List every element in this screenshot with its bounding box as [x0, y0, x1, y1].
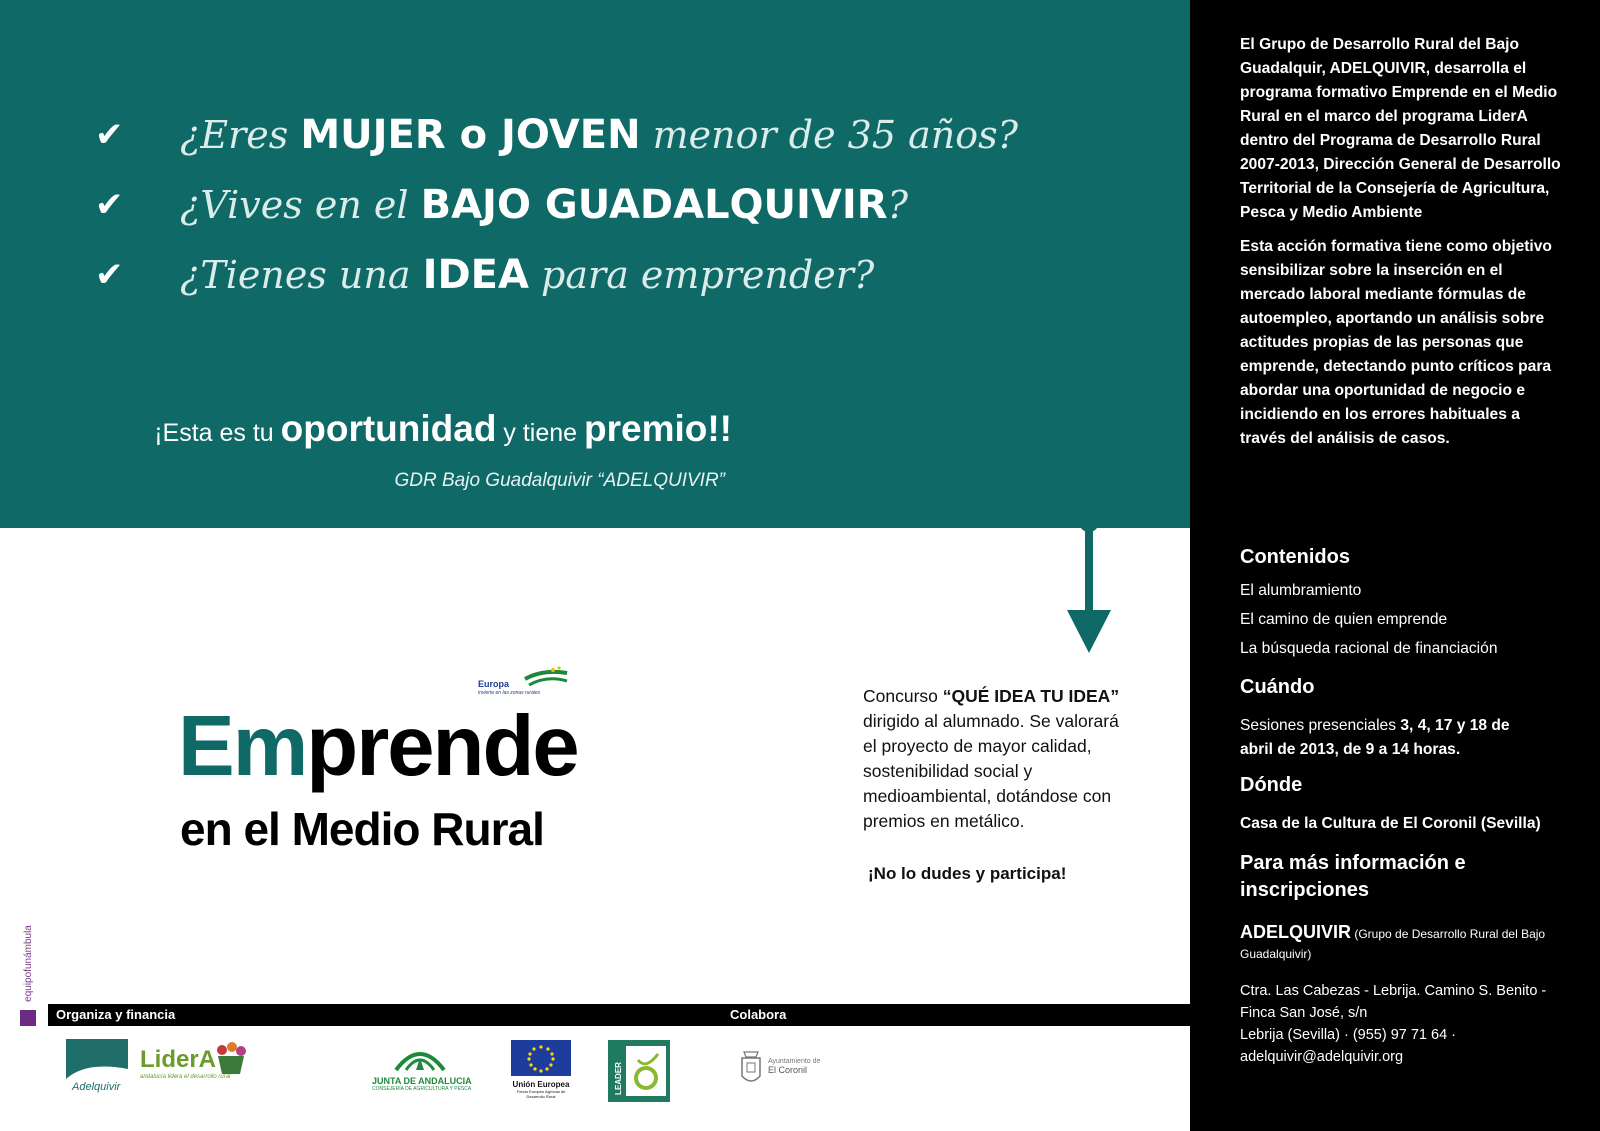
question-text: ¿Eres MUJER o JOVEN menor de 35 años?: [180, 112, 1018, 158]
designer-logo: equipofunámbula: [20, 918, 38, 1028]
question-item: [95, 170, 1018, 240]
europa-subtitle: invierte en las zonas rurales: [478, 690, 541, 696]
page-title: Emprende: [178, 699, 578, 794]
eu-flag-icon: [511, 1040, 571, 1076]
europa-flag-icon: [523, 665, 569, 687]
adelquivir-logo: Adelquivir: [66, 1039, 128, 1097]
email-link[interactable]: adelquivir@adelquivir.org: [1240, 1049, 1404, 1065]
sponsor-bar: [48, 1004, 1190, 1026]
flower-pot-icon: [212, 1042, 250, 1076]
leader-logo: LEADER: [608, 1040, 670, 1102]
lidera-logo: LiderA andalucía lidera el desarrollo rural: [140, 1046, 252, 1094]
europa-label: Europa: [478, 679, 510, 689]
donde-heading: Dónde: [1240, 774, 1303, 796]
intro-paragraph: El Grupo de Desarrollo Rural del Bajo Guadalquir, ADELQUIVIR, desarrolla el programa formativo Emprende en el Medio Rural en el marco del programa LiderA dentro del Programa de Desarrollo Rural 2007-2013, Dirección General de Desarrollo Territorial de la Consejería de Agricultura, Pesca y Medio Ambiente: [1240, 36, 1561, 221]
down-arrow-icon: [1067, 518, 1111, 658]
checkmark-icon: ✔: [95, 115, 124, 155]
union-europea-logo: Unión Europea Fondo Europeo Agrícola de Desarrollo Rural: [508, 1040, 574, 1098]
question-text: ¿Tienes una IDEA para emprender?: [180, 252, 875, 298]
question-text: ¿Vives en el BAJO GUADALQUIVIR?: [180, 182, 908, 228]
org-contact: ADELQUIVIR (Grupo de Desarrollo Rural del Bajo Guadalquivir): [1240, 922, 1546, 961]
contenidos-heading: Contenidos: [1240, 546, 1350, 568]
contenidos-list: [1240, 582, 1498, 669]
ayuntamiento-logo: Ayuntamiento de El Coronil: [738, 1048, 838, 1090]
opportunity-headline: ¡Esta es tu oportunidad y tiene premio!!: [154, 408, 732, 449]
objective-paragraph: Esta acción formativa tiene como objetivo sensibilizar sobre la inserción en el mercado laboral mediante fórmulas de autoempleo, aportando un análisis sobre actitudes propias de las personas que emprende, detectando punto críticos para abordar una oportunidad de negocio e incidiendo en los errores habituales a través del análisis de casos.: [1240, 238, 1552, 447]
colabora-label: Colabora: [730, 1007, 787, 1022]
question-item: [95, 240, 1018, 310]
junta-arch-icon: [390, 1042, 450, 1072]
list-item: El camino de quien emprende: [1240, 611, 1448, 628]
page-subtitle: en el Medio Rural: [180, 803, 544, 855]
call-to-action: ¡No lo dudes y participa!: [868, 864, 1067, 883]
question-item: [95, 100, 1018, 170]
info-sidebar: [1190, 0, 1600, 1131]
checkmark-icon: ✔: [95, 255, 124, 295]
coat-of-arms-icon: [738, 1048, 764, 1088]
question-list: [95, 100, 1018, 310]
list-item: El alumbramiento: [1240, 582, 1362, 599]
program-description: [1240, 33, 1570, 461]
header-banner: [0, 0, 1190, 528]
gdr-signature: GDR Bajo Guadalquivir “ADELQUIVIR”: [394, 470, 725, 491]
cuando-text: Sesiones presenciales 3, 4, 17 y 18 de abril de 2013, de 9 a 14 horas.: [1240, 717, 1510, 758]
address-text: Ctra. Las Cabezas - Lebrija. Camino S. Benito - Finca San José, s/n: [1240, 983, 1547, 1021]
junta-andalucia-logo: JUNTA DE ANDALUCIA CONSEJERÍA DE AGRICULTURA Y PESCA: [372, 1042, 468, 1092]
europa-logo: [478, 665, 568, 701]
list-item: La búsqueda racional de financiación: [1240, 640, 1498, 657]
contest-description: Concurso “QUÉ IDEA TU IDEA” dirigido al alumnado. Se valorará el proyecto de mayor calidad, sostenibilidad social y medioambiental, dotándose con premios en metálico.: [863, 686, 1120, 831]
phone-text: Lebrija (Sevilla) · (955) 97 71 64 ·: [1240, 1027, 1456, 1043]
organiza-label: Organiza y financia: [56, 1007, 176, 1022]
checkmark-icon: ✔: [95, 185, 124, 225]
info-heading: Para más información e inscripciones: [1240, 852, 1466, 901]
designer-mark-icon: [20, 1010, 36, 1026]
donde-text: Casa de la Cultura de El Coronil (Sevilla): [1240, 815, 1541, 832]
cuando-heading: Cuándo: [1240, 676, 1315, 698]
